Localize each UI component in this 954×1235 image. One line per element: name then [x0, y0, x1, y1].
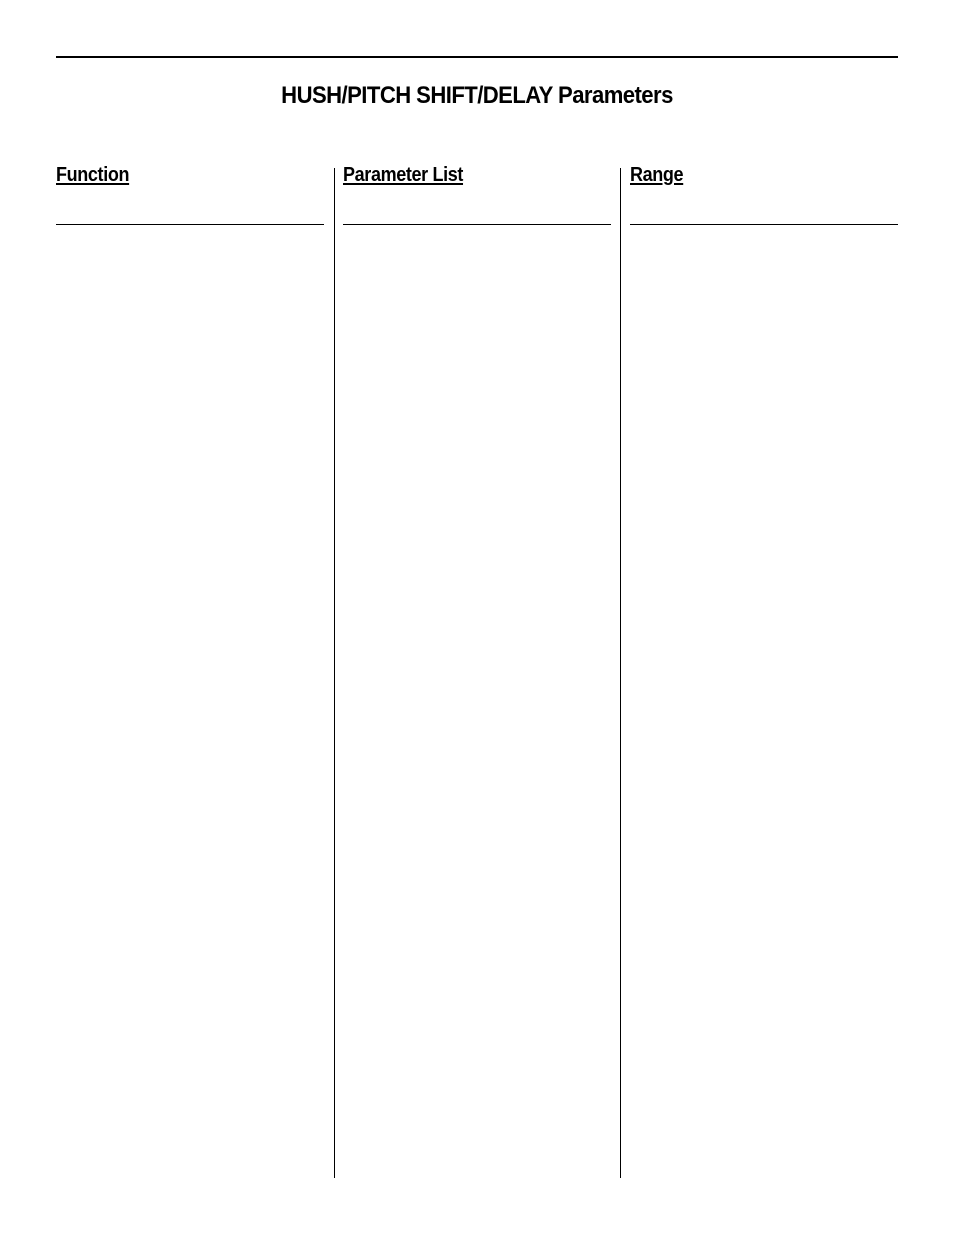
column-header-parameter-list: Parameter List [343, 164, 464, 186]
column-header-function: Function [56, 164, 130, 186]
top-rule [56, 56, 898, 58]
header-rule-function [56, 224, 324, 225]
column-header-range: Range [630, 164, 684, 186]
header-rule-parameter-list [343, 224, 611, 225]
header-rule-range [630, 224, 898, 225]
column-divider-right [620, 168, 621, 1178]
column-divider-left [334, 168, 335, 1178]
page-title: HUSH/PITCH SHIFT/DELAY Parameters [281, 82, 673, 109]
